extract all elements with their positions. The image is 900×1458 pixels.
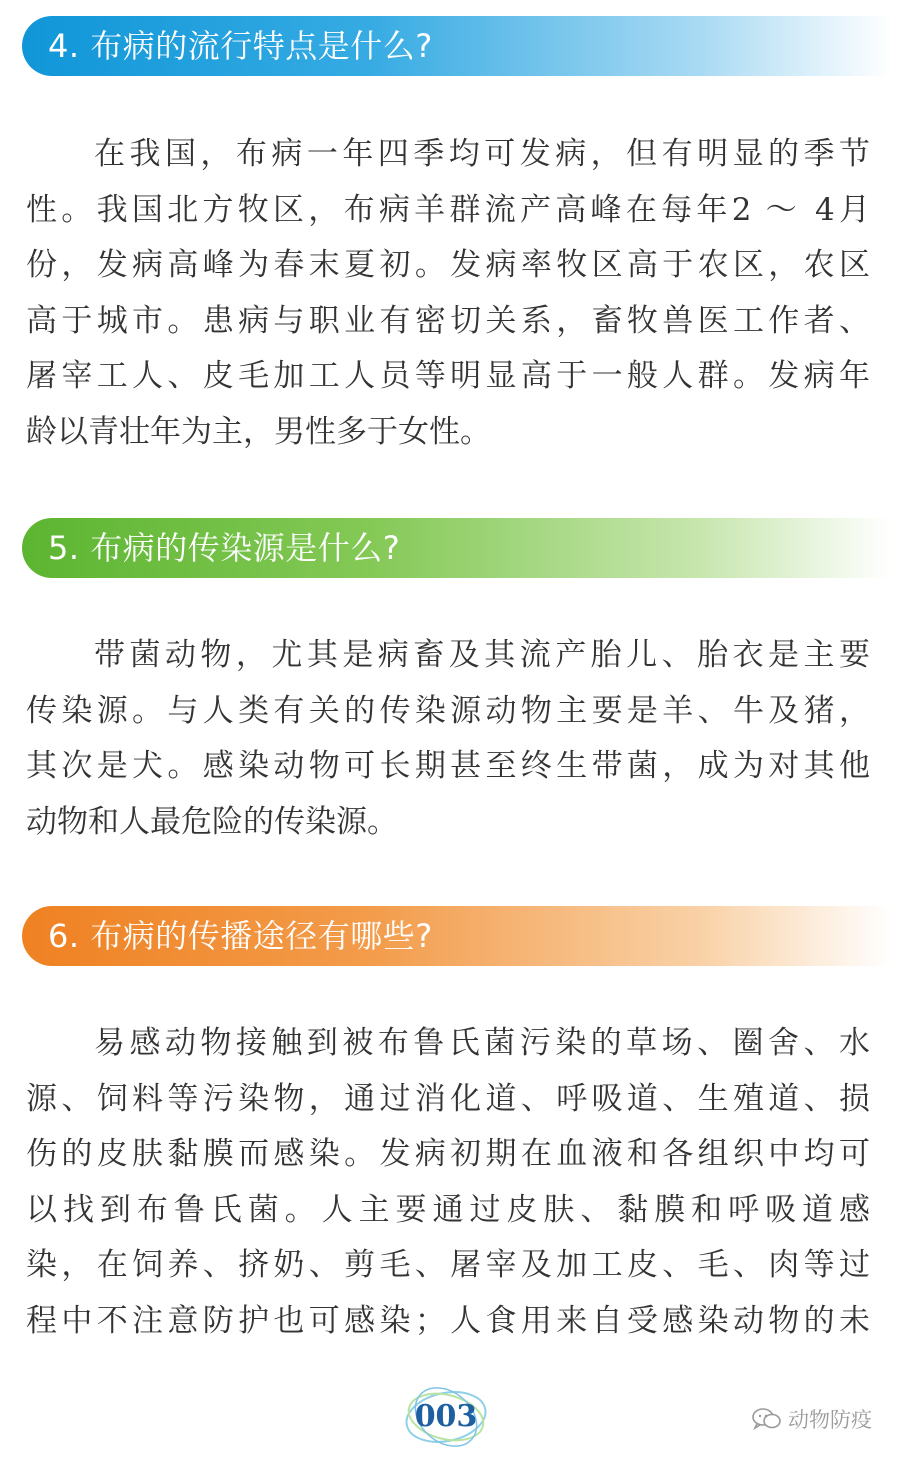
section-6-paragraph: [26, 1016, 870, 1349]
paragraph-line: 性。我国北方牧区，布病羊群流产高峰在每年2 ～ 4月: [26, 191, 870, 228]
paragraph-line: 程中不注意防护也可感染；人食用来自受感染动物的未: [26, 1302, 870, 1339]
watermark-text: 动物防疫: [788, 1408, 872, 1432]
watermark: [752, 1404, 872, 1434]
section-5-paragraph: [26, 628, 870, 850]
paragraph-line: 伤的皮肤黏膜而感染。发病初期在血液和各组织中均可: [26, 1136, 870, 1172]
section-6-header: [22, 906, 892, 966]
paragraph-line: 份，发病高峰为春末夏初。发病率牧区高于农区，农区: [26, 247, 870, 283]
section-4-title: 4. 布病的流行特点是什么?: [48, 27, 433, 65]
paragraph-line: 以找到布鲁氏菌。人主要通过皮肤、黏膜和呼吸道感: [26, 1191, 870, 1228]
section-6-title: 6. 布病的传播途径有哪些?: [48, 917, 433, 955]
paragraph-line: 龄以青壮年为主，男性多于女性。: [26, 413, 491, 450]
paragraph-line: 其次是犬。感染动物可长期甚至终生带菌，成为对其他: [26, 748, 870, 784]
page-number: [398, 1386, 494, 1448]
paragraph-line: 高于城市。患病与职业有密切关系，畜牧兽医工作者、: [26, 302, 870, 339]
page-number-text: 003: [414, 1399, 478, 1434]
paragraph-line: 带菌动物，尤其是病畜及其流产胎儿、胎衣是主要: [94, 637, 870, 673]
paragraph-line: 易感动物接触到被布鲁氏菌污染的草场、圈舍、水: [94, 1025, 870, 1061]
paragraph-line: 传染源。与人类有关的传染源动物主要是羊、牛及猪，: [26, 692, 870, 729]
paragraph-line: 在我国，布病一年四季均可发病，但有明显的季节: [94, 136, 870, 172]
paragraph-line: 源、饲料等污染物，通过消化道、呼吸道、生殖道、损: [26, 1080, 870, 1117]
section-5-header: [22, 518, 892, 578]
section-4-header: [22, 16, 892, 76]
section-5-title: 5. 布病的传染源是什么?: [48, 529, 401, 567]
paragraph-line: 染，在饲养、挤奶、剪毛、屠宰及加工皮、毛、肉等过: [26, 1247, 870, 1283]
section-4-paragraph: [26, 127, 870, 460]
paragraph-line: 屠宰工人、皮毛加工人员等明显高于一般人群。发病年: [26, 358, 870, 394]
wechat-icon: [752, 1407, 782, 1431]
paragraph-line: 动物和人最危险的传染源。: [26, 803, 398, 840]
